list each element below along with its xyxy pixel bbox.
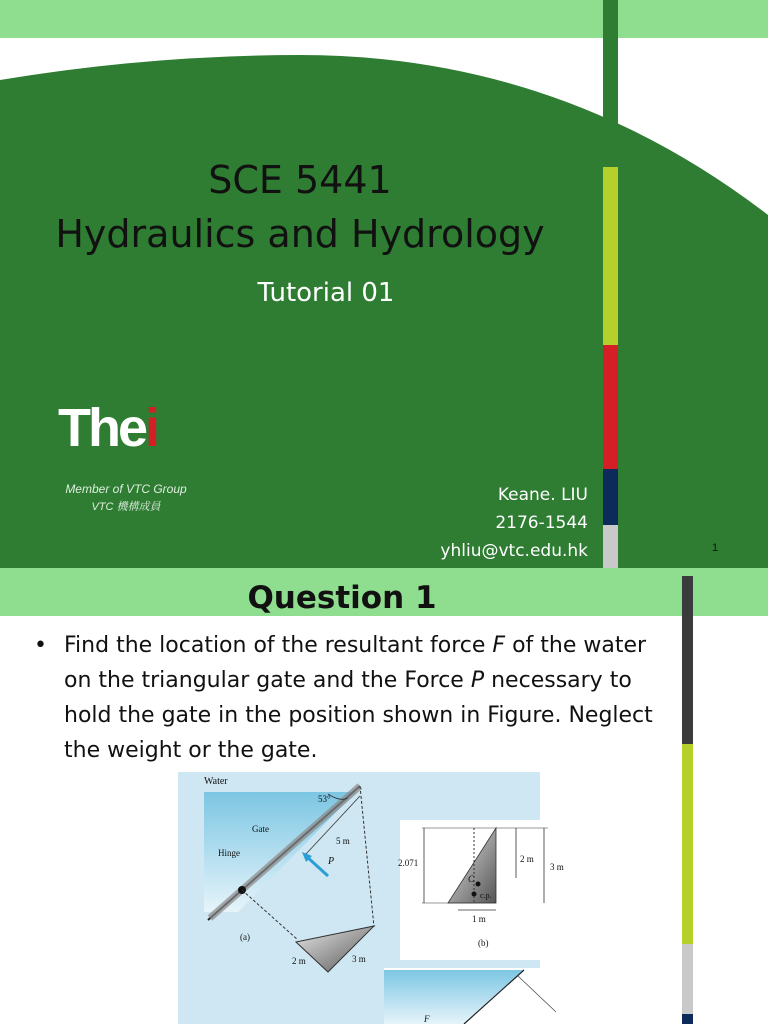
bottom-band xyxy=(0,568,768,576)
presenter-email: yhliu@vtc.edu.hk xyxy=(440,541,588,561)
page-number: 1 xyxy=(712,542,719,554)
course-code: SCE 5441 xyxy=(208,158,392,202)
water-label: Water xyxy=(204,776,228,787)
hinge-label: Hinge xyxy=(218,848,240,858)
stripe-red xyxy=(603,345,618,469)
gate-diagram xyxy=(178,772,564,1024)
question-bullet xyxy=(34,628,654,768)
stripe-green xyxy=(603,0,618,128)
logo-tagline-zh: VTC 機構成員 xyxy=(91,501,161,513)
dim-1m-label: 1 m xyxy=(472,914,486,924)
triangular-gate xyxy=(296,926,374,972)
len-5m-label: 5 m xyxy=(336,836,350,846)
p-label: P xyxy=(328,856,335,867)
stripe-gray xyxy=(682,944,693,1014)
projection-line xyxy=(242,890,298,940)
dim-2071-label: 2.071 xyxy=(398,858,419,868)
dim-2m-label: 2 m xyxy=(292,956,306,966)
cp-label: c.p. xyxy=(480,891,492,900)
question-title: Question 1 xyxy=(247,580,437,616)
logo-tagline-en: Member of VTC Group xyxy=(65,482,187,496)
bullet-text-part2: of the water on the triangular gate and the Force xyxy=(64,633,647,693)
angle-label: 53° xyxy=(318,794,331,804)
question-slide xyxy=(0,576,768,1024)
thei-logo xyxy=(58,398,198,458)
stripe-lime xyxy=(682,744,693,944)
f-label: F xyxy=(424,1014,430,1024)
stripe-navy xyxy=(603,469,618,525)
stripe-lime xyxy=(603,167,618,345)
center-of-pressure xyxy=(472,892,477,897)
dim-2m-b-label: 2 m xyxy=(520,854,534,864)
stripe-navy xyxy=(682,1014,693,1024)
force-p-symbol: P xyxy=(470,668,485,693)
projection-line-2 xyxy=(360,786,374,927)
presenter-name: Keane. LIU xyxy=(497,485,588,505)
c-label: C xyxy=(468,874,475,884)
centroid-c xyxy=(476,882,481,887)
presenter-phone: 2176-1544 xyxy=(495,513,588,533)
label-b: (b) xyxy=(478,938,489,948)
bullet-text xyxy=(64,628,654,768)
bullet-icon: • xyxy=(34,633,47,658)
bullet-text-part3: necessary to hold the gate in the position shown in Figure. Neglect the weight or the gate. xyxy=(64,668,653,763)
tutorial-subtitle: Tutorial 01 xyxy=(257,278,395,308)
bullet-text-part1: Find the location of the resultant force xyxy=(64,633,493,658)
stripe-gray xyxy=(603,525,618,568)
logo-text: The xyxy=(58,398,146,458)
dim-3m-label: 3 m xyxy=(352,954,366,964)
course-name: Hydraulics and Hydrology xyxy=(55,212,545,256)
label-a: (a) xyxy=(240,932,250,942)
force-f-symbol: F xyxy=(492,633,506,658)
force-p-arrow xyxy=(306,856,328,876)
gate-figure xyxy=(178,772,564,1024)
logo-i: i xyxy=(145,398,161,458)
gate-label: Gate xyxy=(252,824,269,834)
dim-3m-b-label: 3 m xyxy=(550,862,564,872)
